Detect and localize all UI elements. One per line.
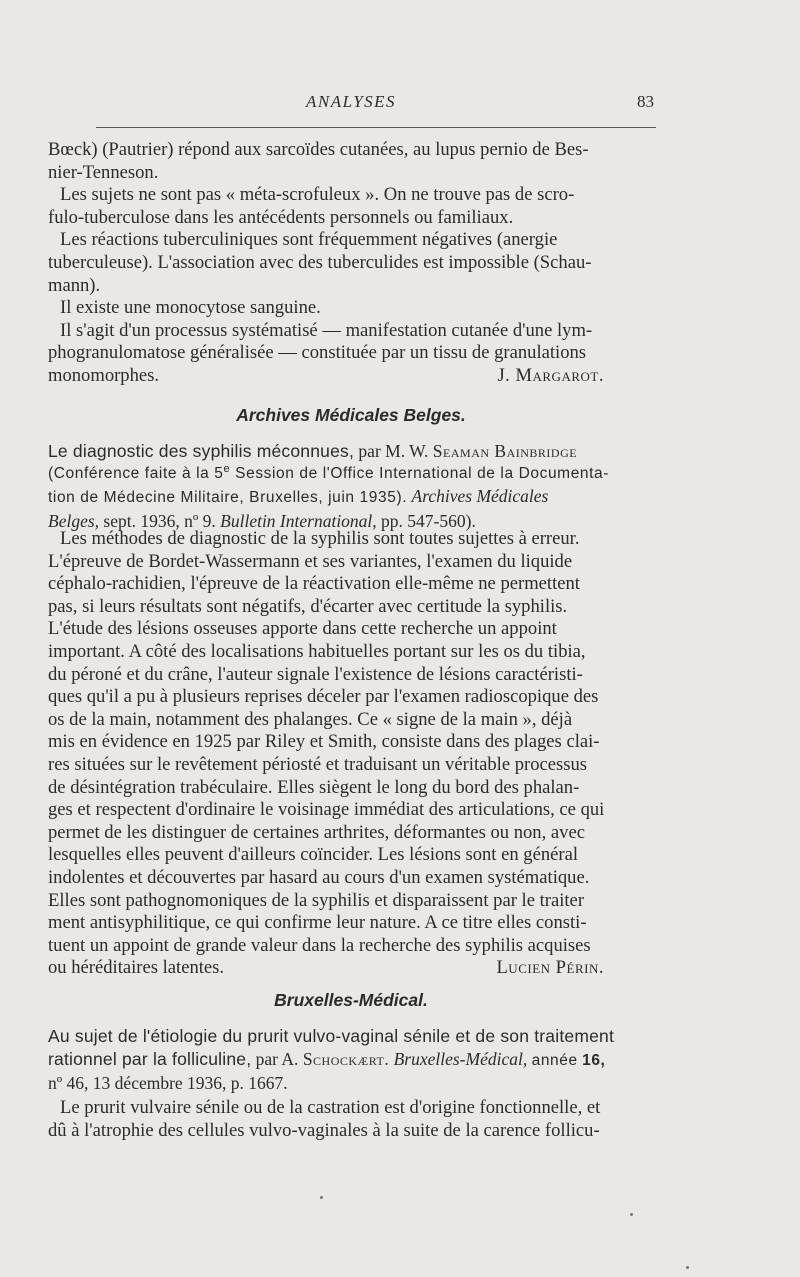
- text-line: important. A côté des localisations habituelles portant sur les os du tibia,: [48, 640, 586, 662]
- text-line: os de la main, notamment des phalanges. Ce « signe de la main », déjà: [48, 708, 573, 730]
- text-line: du péroné et du crâne, l'auteur signale l'existence de lésions caractéristi-: [48, 663, 583, 685]
- article-title: Le diagnostic des syphilis méconnues,: [48, 441, 355, 461]
- article-title: Au sujet de l'étiologie du prurit vulvo-vaginal sénile et de son traitement: [48, 1026, 615, 1046]
- text-line: phogranulomatose généralisée — constituée par un tissu de granulations: [48, 342, 587, 364]
- text-line: Il existe une monocytose sanguine.: [60, 297, 321, 319]
- text-line: lesquelles elles peuvent d'ailleurs coïncider. Les lésions sont en général: [48, 844, 579, 866]
- section-title: Bruxelles-Médical.: [274, 990, 428, 1010]
- text-line: fulo-tuberculose dans les antécédents personnels ou familiaux.: [48, 206, 514, 228]
- paper-speck: [686, 1266, 689, 1269]
- page-header: [48, 92, 654, 116]
- text-line: mis en évidence en 1925 par Riley et Smith, consiste dans des plages clai-: [48, 731, 600, 753]
- article-author: Schockært.: [302, 1048, 390, 1069]
- section-title: Archives Médicales Belges.: [236, 405, 466, 425]
- text-line: ges et respectent d'ordinaire le voisinage immédiat des articulations, ce qui: [48, 799, 605, 821]
- paper-speck: [630, 1213, 633, 1216]
- article-heading: [48, 1025, 654, 1095]
- text-line: Les sujets ne sont pas « méta-scrofuleux ». On ne trouve pas de scro-: [60, 184, 575, 206]
- text-line: monomorphes.: [48, 364, 160, 386]
- author-signature: J. Margarot.: [497, 364, 604, 386]
- article-body: [48, 528, 654, 980]
- intro-closing: [48, 365, 654, 388]
- text-line: indolentes et découvertes par hasard au cours d'un examen systématique.: [48, 866, 590, 888]
- reference-line: (Conférence faite à la 5e Session de l'Office International de la Documenta-: [48, 462, 610, 482]
- reference-line: tion de Médecine Militaire, Bruxelles, juin 1935). Archives Médicales: [48, 486, 549, 506]
- article-author: Seaman Bainbridge: [432, 441, 578, 461]
- text-line: L'épreuve de Bordet-Wassermann et ses variantes, l'examen du liquide: [48, 550, 573, 572]
- text-line: nier-Tenneson.: [48, 161, 159, 183]
- text-line: ou héréditaires latentes.: [48, 957, 225, 979]
- text-line: Elles sont pathognomoniques de la syphilis et disparaissent par le traiter: [48, 889, 585, 911]
- byline: par M. W.: [358, 441, 429, 461]
- text-line: de désintégration trabéculaire. Elles siègent le long du bord des phalan-: [48, 776, 580, 798]
- header-rule: [96, 127, 656, 128]
- intro-text: [48, 139, 654, 388]
- text-line: Il s'agit d'un processus systématisé — manifestation cutanée d'une lym-: [60, 319, 593, 341]
- text-line: pas, si leurs résultats sont négatifs, d'écarter avec certitude la syphilis.: [48, 595, 568, 617]
- text-line: res situées sur le revêtement périosté et traduisant un véritable processus: [48, 753, 588, 775]
- text-line: ques qu'il a pu à plusieurs reprises déceler par l'examen radioscopique des: [48, 686, 599, 708]
- text-line: Les méthodes de diagnostic de la syphilis sont toutes sujettes à erreur.: [60, 528, 580, 549]
- reference-line: nº 46, 13 décembre 1936, p. 1667.: [48, 1073, 288, 1093]
- paper-speck: [320, 1196, 323, 1199]
- text-line: L'étude des lésions osseuses apporte dans cette recherche un appoint: [48, 618, 557, 640]
- text-line: céphalo-rachidien, l'épreuve de la réactivation elle-même ne permettent: [48, 573, 580, 595]
- article-closing: [48, 957, 654, 980]
- text-line: permet de les distinguer de certaines arthrites, déformantes ou non, avec: [48, 821, 585, 843]
- heading-line: rationnel par la folliculine, par A. Schockært. Bruxelles-Médical, année 16,: [48, 1048, 606, 1069]
- text-line: Le prurit vulvaire sénile ou de la castration est d'origine fonctionnelle, et: [60, 1097, 601, 1118]
- text-line: Bœck) (Pautrier) répond aux sarcoïdes cutanées, au lupus pernio de Bes-: [48, 139, 589, 160]
- article-body: [48, 1097, 654, 1142]
- text-line: mann).: [48, 274, 101, 296]
- text-line: tuberculeuse). L'association avec des tuberculides est impossible (Schau-: [48, 251, 592, 273]
- page-number: 83: [637, 92, 654, 111]
- article-title: rationnel par la folliculine,: [48, 1048, 252, 1069]
- text-line: ment antisyphilitique, ce qui confirme leur nature. A ce titre elles consti-: [48, 912, 587, 934]
- author-signature: Lucien Périn.: [496, 957, 604, 979]
- running-title: ANALYSES: [305, 92, 397, 111]
- heading-line: [48, 440, 654, 463]
- reference-line: Belges, sept. 1936, nº 9. Bulletin International, pp. 547-560).: [48, 510, 476, 531]
- article-heading: [48, 440, 654, 532]
- text-line: dû à l'atrophie des cellules vulvo-vaginales à la suite de la carence follicu-: [48, 1119, 600, 1141]
- text-line: tuent un appoint de grande valeur dans la recherche des syphilis acquises: [48, 934, 591, 956]
- text-line: Les réactions tuberculiniques sont fréquemment négatives (anergie: [60, 229, 558, 251]
